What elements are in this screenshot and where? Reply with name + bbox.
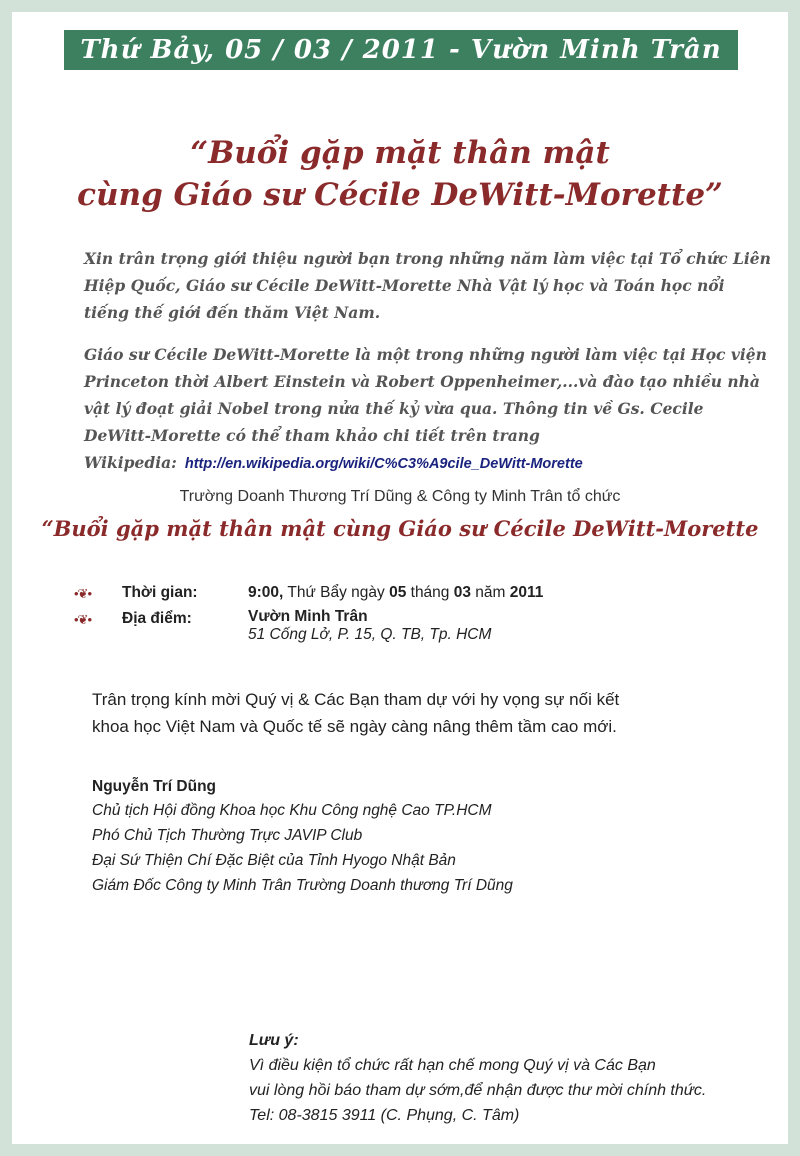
event-title-line-2: cùng Giáo sư Cécile DeWitt-Morette”: [77, 177, 723, 213]
invitation-line-2: khoa học Việt Nam và Quốc tế sẽ ngày càng nâng thêm tầm cao mới.: [92, 717, 617, 736]
signer-title: Đại Sứ Thiện Chí Đặc Biệt của Tỉnh Hyogo Nhật Bản: [92, 852, 456, 869]
event-name: “Buổi gặp mặt thân mật cùng Giáo sư Cécile DeWitt-Morette: [41, 516, 759, 541]
date-banner: Thứ Bảy, 05 / 03 / 2011 - Vườn Minh Trân: [64, 30, 738, 70]
time-label: Thời gian:: [122, 584, 198, 601]
signer-title: Giám Đốc Công ty Minh Trân Trường Doanh thương Trí Dũng: [92, 877, 513, 894]
intro-paragraph-2: [84, 341, 774, 478]
time-year: 2011: [509, 584, 544, 601]
time-hour: 9:00,: [248, 584, 284, 601]
intro-paragraph-1: Xin trân trọng giới thiệu người bạn trong những năm làm việc tại Tổ chức Liên Hiệp Quốc, Giáo sư Cécile DeWitt-Morette Nhà Vật lý học và Toán học nổi tiếng thế giới đến thăm Việt Nam.: [84, 249, 771, 322]
time-month-text: tháng: [406, 584, 454, 601]
time-day-text: Thứ Bẩy ngày: [283, 584, 390, 601]
invitation-page: [12, 12, 788, 1144]
note-phone: Tel: 08-3815 3911 (C. Phụng, C. Tâm): [249, 1107, 520, 1124]
signer-title: Phó Chủ Tịch Thường Trực JAVIP Club: [92, 827, 363, 844]
invitation-text: [92, 686, 732, 740]
event-title: [32, 132, 768, 216]
organizer-line: Trường Doanh Thương Trí Dũng & Công ty Minh Trân tổ chức: [179, 488, 621, 505]
time-month: 03: [453, 584, 471, 601]
time-value: [248, 584, 543, 602]
note-line-1: Vì điều kiện tổ chức rất hạn chế mong Quý vị và Các Bạn: [249, 1057, 656, 1074]
note-block: [249, 1028, 779, 1128]
signer-name: Nguyễn Trí Dũng: [92, 778, 216, 795]
ornament-icon: •❦•: [74, 612, 91, 627]
signature-block: [92, 776, 732, 898]
time-day: 05: [389, 584, 407, 601]
wikipedia-link[interactable]: http://en.wikipedia.org/wiki/C%C3%A9cile_DeWitt-Morette: [184, 456, 583, 472]
place-address: 51 Cống Lở, P. 15, Q. TB, Tp. HCM: [248, 626, 492, 643]
place-name: Vườn Minh Trân: [248, 608, 368, 625]
time-year-text: năm: [470, 584, 510, 601]
ornament-icon: •❦•: [74, 586, 91, 601]
signer-title: Chủ tịch Hội đồng Khoa học Khu Công nghệ Cao TP.HCM: [92, 802, 492, 819]
event-title-line-1: “Buổi gặp mặt thân mật: [190, 135, 610, 171]
note-title: Lưu ý:: [249, 1032, 299, 1049]
intro-paragraph-2-text: Giáo sư Cécile DeWitt-Morette là một trong những người làm việc tại Học viện Princeton thời Albert Einstein và Robert Oppenheimer,...và đào tạo nhiều nhà vật lý đoạt giải Nobel trong nửa thế kỷ vừa qua. Thông tin về Gs. Cecile DeWitt-Morette có thể tham khảo chi tiết trên trang Wikipedia:: [84, 345, 767, 472]
place-label: Địa điểm:: [122, 610, 192, 627]
note-line-2: vui lòng hồi báo tham dự sớm,để nhận được thư mời chính thức.: [249, 1082, 707, 1099]
invitation-line-1: Trân trọng kính mời Quý vị & Các Bạn tham dự với hy vọng sự nối kết: [92, 690, 620, 709]
